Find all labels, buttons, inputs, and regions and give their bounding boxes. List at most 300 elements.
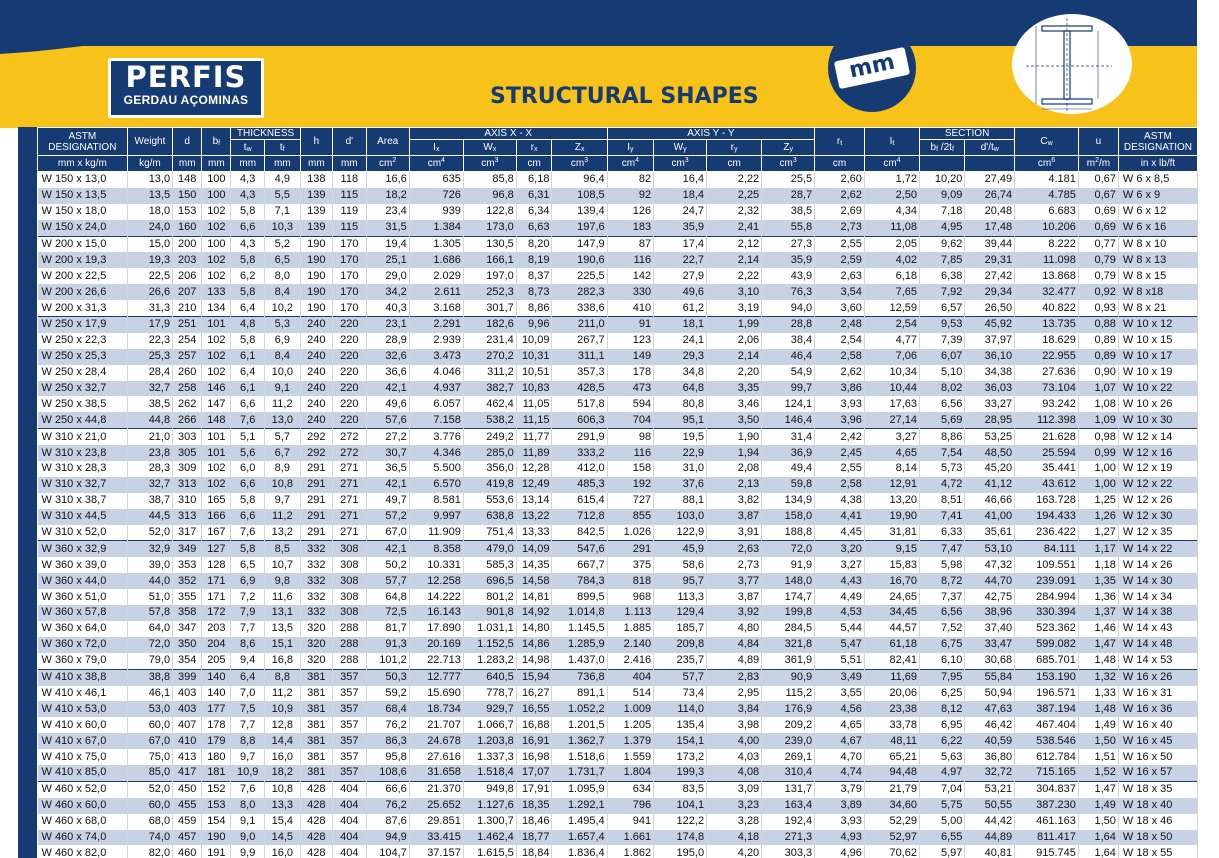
table-cell: 2,55	[815, 461, 865, 477]
table-cell: 30,7	[366, 445, 409, 461]
table-cell: 49,6	[654, 284, 707, 300]
table-cell: 4,49	[815, 589, 865, 605]
table-row	[38, 605, 1198, 621]
table-cell: 284,5	[762, 621, 815, 637]
table-cell: 25.594	[1015, 445, 1079, 461]
table-cell: 1.337,3	[463, 749, 516, 765]
table-cell: 14,09	[516, 541, 552, 557]
table-cell: 139,4	[552, 204, 607, 220]
table-cell: 34,2	[366, 284, 409, 300]
table-row	[38, 317, 1198, 333]
table-cell: 138	[300, 172, 332, 188]
table-cell: 99,7	[762, 381, 815, 397]
table-row	[38, 621, 1198, 637]
table-cell: 311,1	[552, 349, 607, 365]
table-cell: 638,8	[463, 509, 516, 525]
table-cell: 7,41	[920, 509, 965, 525]
table-cell: 6,5	[264, 252, 300, 268]
table-cell: W 200 x 31,3	[38, 300, 128, 316]
table-cell: 197,6	[552, 220, 607, 236]
table-cell: 16,55	[516, 701, 552, 717]
table-cell: 196.571	[1015, 686, 1079, 702]
table-cell: 4,03	[707, 749, 762, 765]
table-cell: 3,93	[815, 814, 865, 830]
table-cell: 199,8	[762, 605, 815, 621]
table-cell: 899,5	[552, 589, 607, 605]
table-cell: W 310 x 32,7	[38, 477, 128, 493]
table-cell: 0,69	[1078, 204, 1118, 220]
table-cell: 10.331	[409, 557, 463, 573]
table-cell: 9,15	[864, 541, 919, 557]
table-cell: 467.404	[1015, 717, 1079, 733]
table-cell: 1.804	[607, 765, 653, 781]
table-cell: 751,4	[463, 525, 516, 541]
table-cell: 381	[300, 749, 332, 765]
table-cell: 171	[202, 589, 231, 605]
table-cell: 95,1	[654, 412, 707, 428]
table-cell: W 250 x 25,3	[38, 349, 128, 365]
table-cell: 14,86	[516, 637, 552, 653]
table-cell: 27.636	[1015, 365, 1079, 381]
table-cell: 102	[202, 268, 231, 284]
table-cell: W 10 x 17	[1118, 349, 1197, 365]
table-cell: 6.570	[409, 477, 463, 493]
table-cell: 13,5	[127, 188, 172, 204]
table-cell: 94,48	[864, 765, 919, 781]
table-cell: 11,05	[516, 396, 552, 412]
table-cell: 1,08	[1078, 396, 1118, 412]
table-cell: W 310 x 23,8	[38, 445, 128, 461]
table-row	[38, 686, 1198, 702]
table-cell: 82	[607, 172, 653, 188]
table-cell: W 16 x 57	[1118, 765, 1197, 781]
table-cell: 3.776	[409, 429, 463, 445]
i-beam-icon	[1012, 14, 1132, 114]
table-cell: 134,9	[762, 493, 815, 509]
table-cell: 182,6	[463, 317, 516, 333]
table-cell: 16,27	[516, 686, 552, 702]
table-cell: 60,0	[127, 798, 172, 814]
table-cell: 704	[607, 412, 653, 428]
table-cell: 190	[300, 268, 332, 284]
table-cell: 1.518,6	[552, 749, 607, 765]
table-cell: 140	[202, 686, 231, 702]
table-cell: 33,78	[864, 717, 919, 733]
table-cell: W 16 x 45	[1118, 733, 1197, 749]
table-cell: 190,6	[552, 252, 607, 268]
table-cell: 146,4	[762, 412, 815, 428]
table-cell: 354	[173, 653, 202, 669]
table-cell: 8,72	[920, 573, 965, 589]
table-cell: 36,03	[965, 381, 1015, 397]
table-cell: 40,59	[965, 733, 1015, 749]
table-cell: 292	[300, 429, 332, 445]
table-cell: 4,65	[815, 717, 865, 733]
table-cell: 49,6	[366, 396, 409, 412]
table-cell: 696,5	[463, 573, 516, 589]
table-cell: 11,89	[516, 445, 552, 461]
table-cell: 64,0	[127, 621, 172, 637]
table-cell: 615,4	[552, 493, 607, 509]
table-cell: 100	[202, 172, 231, 188]
table-cell: W 250 x 22,3	[38, 333, 128, 349]
table-cell: 3,50	[707, 412, 762, 428]
table-cell: 102	[202, 252, 231, 268]
table-cell: 6,57	[920, 300, 965, 316]
table-cell: 310	[173, 493, 202, 509]
table-cell: 33,47	[965, 637, 1015, 653]
table-row	[38, 573, 1198, 589]
table-cell: 547,6	[552, 541, 607, 557]
table-cell: 1,32	[1078, 669, 1118, 685]
col-zx: $Z_x$	[552, 140, 607, 156]
table-cell: 44,42	[965, 814, 1015, 830]
table-cell: W 410 x 38,8	[38, 669, 128, 685]
table-cell: 220	[333, 349, 367, 365]
side-bar	[18, 127, 37, 858]
logo-subtitle: GERDAU AÇOMINAS	[123, 93, 249, 107]
table-cell: 2,06	[707, 333, 762, 349]
table-cell: 939	[409, 204, 463, 220]
table-row	[38, 637, 1198, 653]
table-cell: 1,49	[1078, 798, 1118, 814]
table-cell: 1,33	[1078, 686, 1118, 702]
table-cell: 332	[300, 557, 332, 573]
table-cell: 16,0	[264, 845, 300, 858]
table-cell: W 200 x 19,3	[38, 252, 128, 268]
table-cell: W 14 x 48	[1118, 637, 1197, 653]
table-cell: 18.629	[1015, 333, 1079, 349]
table-cell: 9,9	[231, 845, 265, 858]
table-cell: 27,3	[762, 236, 815, 252]
table-cell: 44,0	[127, 573, 172, 589]
table-cell: 715.165	[1015, 765, 1079, 781]
table-cell: 34,8	[654, 365, 707, 381]
table-cell: 594	[607, 396, 653, 412]
structural-shapes-table: ASTM DESIGNATION Weight d $b_f$ THICKNESS h d' Area AXIS X - X AXIS Y - Y $r_t$ $I_t$ SECTION $C_w$ u ASTM DESIGNATION $t_w$ $t_f$ $I_x$ $W_x$ $r_x$ $Z_x$ $I_y$ $W_y$ $r_y$ $Z_y$ $b_f$ $/2t_f$ $d'/t_w$ mm x kg/m kg/m mm mm mm mm mm mm $cm^2$ $cm^4$ $cm^3$ cm $cm^3$ $cm^4$ $cm^3$ cm $cm^3$ cm $cm^4$ $cm^6$ $m^2/m$ in x lb/ft W 150 x 13,0 13,0 148 100 4,3 4,9 138 118 16,6 635 85,8 6,18 96,4 82 16,4 2,22 25,5 2,60 1,72 10,20 27,49 4.181 0,67 W 6 x 8,5 W 150 x 13,5 13,5 150 100 4,3 5,5 139 115 18,2 726 96,8 6,31 108,5 92 18,4 2,25 28,7 2,62 2,50 9,09 26,74 4.785 0,67 W 6 x 9 W 150 x 18,0 18,0 153 102 5,8 7,1 139 119 23,4 939 122,8 6,34 139,4 126 24,7 2,32 38,5 2,69 4,34 7,18 20,48 6.683 0,69 W 6 x 12 W 150 x 24,0 24,0 160 102 6,6 10,3 139 115 31,5 1.384 173,0 6,63 197,6 183 35,9 2,41 55,8 2,73 11,08 4,95 17,48 10.206 0,69 W 6 x 16 W 200 x 15,0 15,0 200 100 4,3 5,2 190 170 19,4 1.305 130,5 8,20 147,9 87 17,4 2,12 27,3 2,55 2,05 9,62 39,44 8.222 0,77 W 8 x 10 W 200 x 19,3 19,3 203 102 5,8 6,5 190 170 25,1 1.686 166,1 8,19 190,6 116 22,7 2,14 35,9 2,59 4,02 7,85 29,31 11.098 0,79 W 8 x 13 W 200 x 22,5 22,5 206 102 6,2 8,0 190 170 29,0 2.029 197,0 8,37 225,5 142 27,9 2,22 43,9 2,63 6,18 6,38 27,42 13.868 0,79 W 8 x 15 W 200 x 26,6 26,6 207 133 5,8 8,4 190 170 34,2 2.611 252,3 8,73 282,3 330 49,6 3,10 76,3 3,54 7,65 7,92 29,34 32.477 0,92 W 8 x18 W 200 x 31,3 31,3 210 134 6,4 10,2 190 170 40,3 3.168 301,7 8,86 338,6 410 61,2 3,19 94,0 3,60 12,59 6,57 26,50 40.822 0,93 W 8 x 21 W 250 x 17,9 17,9 251 101 4,8 5,3 240 220 23,1 2.291 182,6 9,96 211,0 91 18,1 1,99 28,8 2,48 2,54 9,53 45,92 13.735 0,88 W 10 x 12 W 250 x 22,3 22,3 254 102 5,8 6,9 240 220 28,9 2.939 231,4 10,09 267,7 123 24,1 2,06 38,4 2,54 4,77 7,39 37,97 18.629 0,89 W 10 x 15 W 250 x 25,3 25,3 257 102 6,1 8,4 240 220 32,6 3.473 270,2 10,31 311,1 149 29,3 2,14 46,4 2,58 7,06 6,07 36,10 22.955 0,89 W 10 x 17 W 250 x 28,4 28,4 260 102 6,4 10,0 240 220 36,6 4.046 311,2 10,51 357,3 178 34,8 2,20 54,9 2,62 10,34 5,10 34,38 27.636 0,90 W 10 x 19 W 250 x 32,7 32,7 258 146 6,1 9,1 240 220 42,1 4.937 382,7 10,83 428,5 473 64,8 3,35 99,7 3,86 10,44 8,02 36,03 73.104 1,07 W 10 x 22 W 250 x 38,5 38,5 262 147 6,6 11,2 240 220 49,6 6.057 462,4 11,05 517,8 594 80,8 3,46 124,1 3,93 17,63 6,56 33,27 93.242 1,08 W 10 x 26 W 250 x 44,8 44,8 266 148 7,6 13,0 240 220 57,6 7.158 538,2 11,15 606,3 704 95,1 3,50 146,4 3,96 27,14 5,69 28,95 112.398 1,09 W 10 x 30 W 310 x 21,0 21,0 303 101 5,1 5,7 292 272 27,2 3.776 249,2 11,77 291,9 98 19,5 1,90 31,4 2,42 3,27 8,86 53,25 21.628 0,98 W 12 x 14 W 310 x 23,8 23,8 305 101 5,6 6,7 292 272 30,7 4.346 285,0 11,89 333,2 116 22,9 1,94 36,9 2,45 4,65 7,54 48,50 25.594 0,99 W 12 x 16 W 310 x 28,3 28,3 309 102 6,0 8,9 291 271 36,5 5.500 356,0 12,28 412,0 158 31,0 2,08 49,4 2,55 8,14 5,73 45,20 35.441 1,00 W 12 x 19 W 310 x 32,7 32,7 313 102 6,6 10,8 291 271 42,1 6.570 419,8 12,49 485,3 192 37,6 2,13 59,8 2,58 12,91 4,72 41,12 43.612 1,00 W 12 x 22 W 310 x 38,7 38,7 310 165 5,8 9,7 291 271 49,7 8.581 553,6 13,14 615,4 727 88,1 3,82 134,9 4,38 13,20 8,51 46,66 163.728 1,25 W 12 x 26 W 310 x 44,5 44,5 313 166 6,6 11,2 291 271 57,2 9.997 638,8 13,22 712,8 855 103,0 3,87 158,0 4,41 19,90 7,41 41,00 194.433 1,26 W 12 x 30 W 310 x 52,0 52,0 317 167 7,6 13,2 291 271 67,0 11.909 751,4 13,33 842,5 1.026 122,9 3,91 188,8 4,45 31,81 6,33 35,61 236.422 1,27 W 12 x 35 W 360 x 32,9 32,9 349 127 5,8 8,5 332 308 42,1 8.358 479,0 14,09 547,6 291 45,9 2,63 72,0 3,20 9,15 7,47 53,10 84.111 1,17 W 14 x 22 W 360 x 39,0 39,0 353 128 6,5 10,7 332 308 50,2 10.331 585,3 14,35 667,7 375 58,6 2,73 91,9 3,27 15,83 5,98 47,32 109.551 1,18 W 14 x 26 W 360 x 44,0 44,0 352 171 6,9 9,8 332 308 57,7 12.258 696,5 14,58 784,3 818 95,7 3,77 148,0 4,43 16,70 8,72 44,70 239.091 1,35 W 14 x 30 W 360 x 51,0 51,0 355 171 7,2 11,6 332 308 64,8 14.222 801,2 14,81 899,5 968 113,3 3,87 174,7 4,49 24,65 7,37 42,75 284.994 1,36 W 14 x 34 W 360 x 57,8 57,8 358 172 7,9 13,1 332 308 72,5 16.143 901,8 14,92 1.014,8 1.113 129,4 3,92 199,8 4,53 34,45 6,56 38,96 330.394 1,37 W 14 x 38 W 360 x 64,0 64,0 347 203 7,7 13,5 320 288 81,7 17.890 1.031,1 14,80 1.145,5 1.885 185,7 4,80 284,5 5,44 44,57 7,52 37,40 523.362 1,46 W 14 x 43 W 360 x 72,0 72,0 350 204 8,6 15,1 320 288 91,3 20.169 1.152,5 14,86 1.285,9 2.140 209,8 4,84 321,8 5,47 61,18 6,75 33,47 599.082 1,47 W 14 x 48 W 360 x 79,0 79,0 354 205 9,4 16,8 320 288 101,2 22.713 1.283,2 14,98 1.437,0 2.416 235,7 4,89 361,9 5,51 82,41 6,10 30,68 685.701 1,48 W 14 x 53 W 410 x 38,8 38,8 399 140 6,4 8,8 381 357 50,3 12.777 640,5 15,94 736,8 404 57,7 2,83 90,9 3,49 11,69 7,95 55,84 153.190 1,32 W 16 x 26 W 410 x 46,1 46,1 403 140 7,0 11,2 381 357 59,2 15.690 778,7 16,27 891,1 514 73,4 2,95 115,2 3,55 20,06 6,25 50,94 196.571 1,33 W 16 x 31 W 410 x 53,0 53,0 403 177 7,5 10,9 381 357 68,4 18.734 929,7 16,55 1.052,2 1.009 114,0 3,84 176,9 4,56 23,38 8,12 47,63 387.194 1,48 W 16 x 36 W 410 x 60,0 60,0 407 178 7,7 12,8 381 357 76,2 21.707 1.066,7 16,88 1.201,5 1.205 135,4 3,98 209,2 4,65 33,78 6,95 46,42 467.404 1,49 W 16 x 40 W 410 x 67,0 67,0 410 179 8,8 14,4 381 357 86,3 24.678 1.203,8 16,91 1.362,7 1.379 154,1 4,00 239,0 4,67 48,11 6,22 40,59 538.546 1,50 W 16 x 45 W 410 x 75,0 75,0 413 180 9,7 16,0 381 357 95,8 27.616 1.337,3 16,98 1.518,6 1.559 173,2 4,03 269,1 4,70 65,21 5,63 36,80 612.784 1,51 W 16 x 50 W 410 x 85,0 85,0 417 181 10,9 18,2 381 357 108,6 31.658 1.518,4 17,07 1.731,7 1.804 199,3 4,08 310,4 4,74 94,48 4,97 32,72 715.165 1,52 W 16 x 57 W 460 x 52,0 52,0 450 152 7,6 10,8 428 404 66,6 21.370 949,8 17,91 1.095,9 634 83,5 3,09 131,7 3,79 21,79 7,04 53,21 304.837 1,47 W 18 x 35 W 460 x 60,0 60,0 455 153 8,0 13,3 428 404 76,2 25.652 1.127,6 18,35 1.292,1 796 104,1 3,23 163,4 3,89 34,60 5,75 50,55 387.230 1,49 W 18 x 40 W 460 x 68,0 68,0 459 154 9,1 15,4 428 404 87,6 29.851 1.300,7 18,46 1.495,4 941 122,2 3,28 192,4 3,93 52,29 5,00 44,42 461.163 1,50 W 18 x 46 W 460 x 74,0 74,0 457 190 9,0 14,5 428 404 94,9 33.415 1.462,4 18,77 1.657,4 1.661 174,8 4,18 271,3 4,93 52,97 6,55 44,89 811.417 1,64 W 18 x 50 W 460 x 82,0 82,0 460 191 9,9 16,0 428 404 104,7 37.157 1.615,5 18,84 1.836,4 1.862 195,0 4,20 303,3 4,96 70,62 5,97 40,81 915.745 1,64 W 18 x 55	[37, 127, 1198, 858]
table-cell: 338,6	[552, 300, 607, 316]
table-cell: 57,2	[366, 509, 409, 525]
table-cell: 585,3	[463, 557, 516, 573]
table-cell: 1.495,4	[552, 814, 607, 830]
table-row	[38, 589, 1198, 605]
table-cell: 612.784	[1015, 749, 1079, 765]
col-wy: $W_y$	[654, 140, 707, 156]
table-row	[38, 525, 1198, 541]
table-cell: 190	[300, 284, 332, 300]
table-cell: 0,69	[1078, 220, 1118, 236]
table-cell: W 8 x 10	[1118, 236, 1197, 252]
table-cell: 1,00	[1078, 477, 1118, 493]
table-cell: 49,7	[366, 493, 409, 509]
table-cell: 8,51	[920, 493, 965, 509]
table-cell: 207	[173, 284, 202, 300]
table-cell: 3,20	[815, 541, 865, 557]
table-cell: 163.728	[1015, 493, 1079, 509]
table-cell: 44,57	[864, 621, 919, 637]
table-cell: 91,9	[762, 557, 815, 573]
table-cell: 1.437,0	[552, 653, 607, 669]
table-cell: 10,0	[264, 365, 300, 381]
table-cell: 941	[607, 814, 653, 830]
table-cell: 514	[607, 686, 653, 702]
table-cell: 288	[333, 653, 367, 669]
table-cell: 2,95	[707, 686, 762, 702]
table-cell: 36,9	[762, 445, 815, 461]
table-cell: 116	[607, 252, 653, 268]
table-cell: 10,44	[864, 381, 919, 397]
table-cell: 9,1	[264, 381, 300, 397]
table-cell: 8,0	[264, 268, 300, 284]
table-cell: 321,8	[762, 637, 815, 653]
table-cell: 6,95	[920, 717, 965, 733]
table-cell: 122,8	[463, 204, 516, 220]
table-cell: 140	[202, 669, 231, 685]
table-cell: 192	[607, 477, 653, 493]
table-cell: W 14 x 53	[1118, 653, 1197, 669]
table-cell: 6,56	[920, 396, 965, 412]
table-cell: 3,09	[707, 781, 762, 797]
table-cell: 165	[202, 493, 231, 509]
table-row	[38, 477, 1198, 493]
table-cell: 24,65	[864, 589, 919, 605]
table-cell: 41,12	[965, 477, 1015, 493]
table-cell: 3,87	[707, 509, 762, 525]
table-cell: 80,8	[654, 396, 707, 412]
table-cell: 5,8	[231, 541, 265, 557]
table-cell: 4.785	[1015, 188, 1079, 204]
table-cell: 7,7	[231, 717, 265, 733]
table-cell: 102	[202, 349, 231, 365]
table-row	[38, 236, 1198, 252]
table-cell: 455	[173, 798, 202, 814]
table-cell: 3,87	[707, 589, 762, 605]
table-cell: 6,4	[231, 365, 265, 381]
table-cell: 188,8	[762, 525, 815, 541]
table-cell: 538.546	[1015, 733, 1079, 749]
table-cell: 796	[607, 798, 653, 814]
table-cell: 1.152,5	[463, 637, 516, 653]
table-cell: W 150 x 13,5	[38, 188, 128, 204]
table-cell: 5,00	[920, 814, 965, 830]
table-cell: 284.994	[1015, 589, 1079, 605]
table-cell: 18,2	[264, 765, 300, 781]
table-cell: 7,6	[231, 781, 265, 797]
table-cell: 10,31	[516, 349, 552, 365]
table-cell: 37,97	[965, 333, 1015, 349]
table-cell: 7,85	[920, 252, 965, 268]
table-cell: 3,91	[707, 525, 762, 541]
table-cell: 12,49	[516, 477, 552, 493]
table-cell: 240	[300, 396, 332, 412]
table-cell: 3,54	[815, 284, 865, 300]
table-cell: 2,58	[815, 477, 865, 493]
table-cell: 1,48	[1078, 701, 1118, 717]
table-cell: 59,8	[762, 477, 815, 493]
table-cell: 17,9	[127, 317, 172, 333]
table-cell: 1,47	[1078, 781, 1118, 797]
table-cell: 3,86	[815, 381, 865, 397]
page-title: STRUCTURAL SHAPES	[490, 84, 759, 109]
col-wx: $W_x$	[463, 140, 516, 156]
table-cell: 18,35	[516, 798, 552, 814]
table-cell: 7,54	[920, 445, 965, 461]
table-cell: 0,90	[1078, 365, 1118, 381]
table-cell: 240	[300, 365, 332, 381]
table-cell: 91	[607, 317, 653, 333]
col-section: SECTION	[920, 128, 1015, 140]
table-cell: 11,69	[864, 669, 919, 685]
table-cell: 21.707	[409, 717, 463, 733]
table-cell: 267,7	[552, 333, 607, 349]
table-cell: 240	[300, 333, 332, 349]
col-u: u	[1078, 128, 1118, 156]
table-cell: 129,4	[654, 605, 707, 621]
table-cell: 2,13	[707, 477, 762, 493]
table-cell: 139	[300, 204, 332, 220]
table-cell: 76,2	[366, 798, 409, 814]
table-cell: 22,3	[127, 333, 172, 349]
table-cell: 271	[333, 525, 367, 541]
table-cell: 0,79	[1078, 268, 1118, 284]
table-cell: 18,84	[516, 845, 552, 858]
table-cell: 1.285,9	[552, 637, 607, 653]
table-cell: 7,6	[231, 412, 265, 428]
table-cell: 457	[173, 830, 202, 846]
table-cell: 46,1	[127, 686, 172, 702]
table-cell: 271	[333, 493, 367, 509]
table-cell: 11,2	[264, 509, 300, 525]
table-cell: 381	[300, 669, 332, 685]
table-cell: 177	[202, 701, 231, 717]
table-cell: 16,91	[516, 733, 552, 749]
table-cell: 43.612	[1015, 477, 1079, 493]
table-cell: 21,0	[127, 429, 172, 445]
table-cell: 6,0	[231, 461, 265, 477]
table-cell: 1,64	[1078, 845, 1118, 858]
table-cell: 4,77	[864, 333, 919, 349]
table-cell: 22,9	[654, 445, 707, 461]
table-cell: 8,02	[920, 381, 965, 397]
table-cell: 410	[173, 733, 202, 749]
table-cell: 8,12	[920, 701, 965, 717]
table-cell: 1,00	[1078, 461, 1118, 477]
table-row	[38, 798, 1198, 814]
table-cell: 8.581	[409, 493, 463, 509]
table-cell: 31.658	[409, 765, 463, 781]
table-cell: 1.462,4	[463, 830, 516, 846]
table-cell: 517,8	[552, 396, 607, 412]
table-cell: 46,66	[965, 493, 1015, 509]
table-cell: 29,31	[965, 252, 1015, 268]
table-cell: 12.777	[409, 669, 463, 685]
table-cell: 313	[173, 509, 202, 525]
table-cell: 282,3	[552, 284, 607, 300]
table-cell: 6,9	[264, 333, 300, 349]
table-cell: 44,8	[127, 412, 172, 428]
table-body	[38, 172, 1198, 858]
table-cell: 258	[173, 381, 202, 397]
table-cell: 8.358	[409, 541, 463, 557]
table-cell: 6,9	[231, 573, 265, 589]
table-cell: 3,96	[815, 412, 865, 428]
table-cell: 94,9	[366, 830, 409, 846]
table-cell: 18,2	[366, 188, 409, 204]
table-cell: 4,8	[231, 317, 265, 333]
table-cell: 7,5	[231, 701, 265, 717]
table-cell: 36,6	[366, 365, 409, 381]
table-cell: 76,3	[762, 284, 815, 300]
table-cell: 21.628	[1015, 429, 1079, 445]
table-cell: 2.416	[607, 653, 653, 669]
table-cell: 32,7	[127, 381, 172, 397]
table-cell: 6,55	[920, 830, 965, 846]
table-cell: 100	[202, 236, 231, 252]
table-cell: 357,3	[552, 365, 607, 381]
table-row	[38, 396, 1198, 412]
table-cell: 67,0	[366, 525, 409, 541]
table-cell: 2,25	[707, 188, 762, 204]
table-cell: 12.258	[409, 573, 463, 589]
table-cell: 7,92	[920, 284, 965, 300]
table-cell: 104,7	[366, 845, 409, 858]
table-cell: 13,0	[127, 172, 172, 188]
table-cell: 0,88	[1078, 317, 1118, 333]
table-cell: 240	[300, 349, 332, 365]
table-cell: 211,0	[552, 317, 607, 333]
table-cell: 381	[300, 686, 332, 702]
table-cell: W 8 x 21	[1118, 300, 1197, 316]
table-cell: 2,62	[815, 365, 865, 381]
table-cell: 606,3	[552, 412, 607, 428]
table-cell: 6,75	[920, 637, 965, 653]
table-cell: 50,55	[965, 798, 1015, 814]
table-cell: 1,51	[1078, 749, 1118, 765]
table-cell: 1,46	[1078, 621, 1118, 637]
table-cell: 332	[300, 541, 332, 557]
table-cell: 1.862	[607, 845, 653, 858]
table-cell: W 200 x 15,0	[38, 236, 128, 252]
table-row	[38, 509, 1198, 525]
table-cell: 4,34	[864, 204, 919, 220]
table-cell: 170	[333, 300, 367, 316]
table-cell: 9,0	[231, 830, 265, 846]
table-cell: 381	[300, 701, 332, 717]
table-cell: 428	[300, 830, 332, 846]
table-row	[38, 701, 1198, 717]
table-cell: 46,42	[965, 717, 1015, 733]
table-cell: 42,1	[366, 381, 409, 397]
table-cell: 53,0	[127, 701, 172, 717]
table-cell: 10,2	[264, 300, 300, 316]
table-cell: 34,38	[965, 365, 1015, 381]
table-cell: 21.370	[409, 781, 463, 797]
table-cell: 83,5	[654, 781, 707, 797]
table-cell: 112.398	[1015, 412, 1079, 428]
table-cell: 199,3	[654, 765, 707, 781]
table-cell: 1.014,8	[552, 605, 607, 621]
table-cell: 64,8	[654, 381, 707, 397]
table-cell: 12,91	[864, 477, 919, 493]
table-cell: 1,37	[1078, 605, 1118, 621]
table-row	[38, 733, 1198, 749]
table-row	[38, 300, 1198, 316]
table-cell: 0,89	[1078, 349, 1118, 365]
table-cell: 355	[173, 589, 202, 605]
table-cell: 7,9	[231, 605, 265, 621]
table-cell: 23,38	[864, 701, 919, 717]
table-cell: 104,1	[654, 798, 707, 814]
